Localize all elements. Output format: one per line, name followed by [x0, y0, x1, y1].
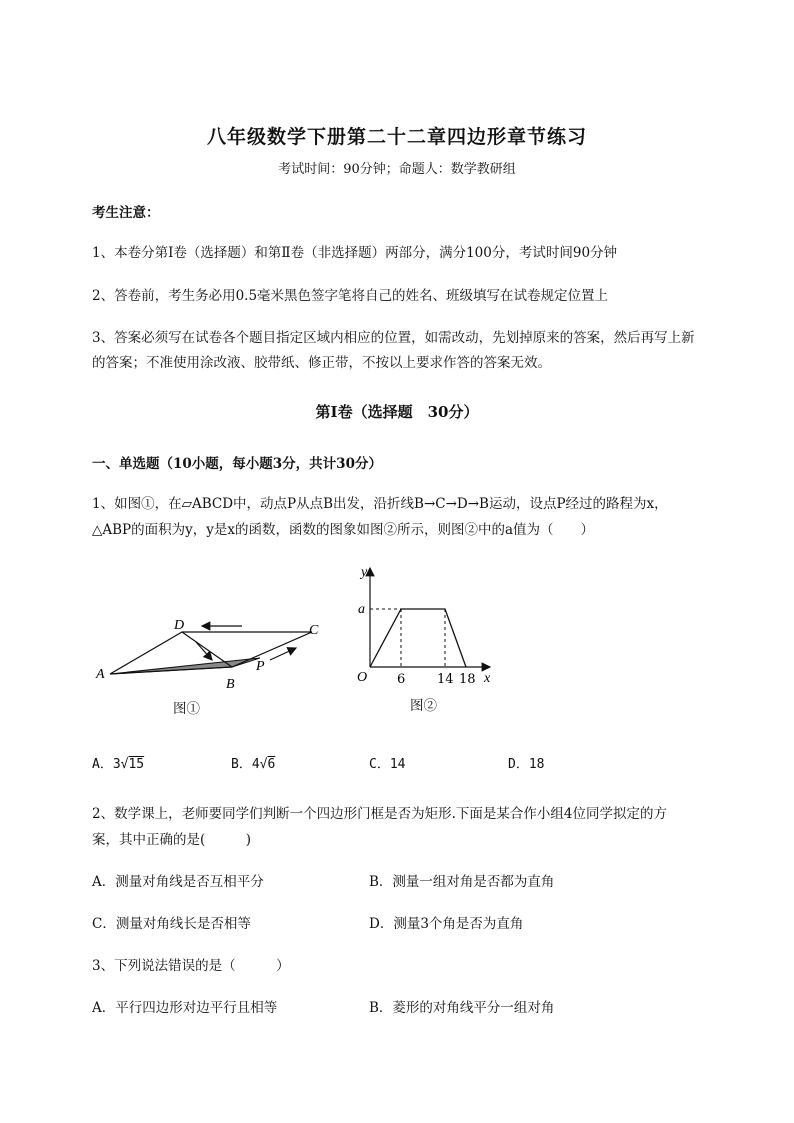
page-title: 八年级数学下册第二十二章四边形章节练习 — [206, 126, 587, 148]
tick-14: 14 — [437, 672, 454, 687]
label-a-value: a — [358, 602, 365, 617]
q2-option-b[interactable]: B．测量一组对角是否都为直角 — [369, 874, 555, 890]
part-title: 一、单选题（10小题，每小题3分，共计30分） — [92, 456, 382, 472]
q1-figure-2 — [350, 560, 500, 690]
q1-stem-line1: 1、如图①，在▱ABCD中，动点P从点B出发，沿折线B→C→D→B运动，设点P经过的路程为x， — [92, 496, 668, 512]
q2-option-d[interactable]: D．测量3个角是否为直角 — [369, 916, 524, 932]
label-origin: O — [357, 670, 368, 685]
note-item-2: 2、答卷前，考生务必用0.5毫米黑色签字笔将自己的姓名、班级填写在试卷规定位置上 — [92, 288, 609, 304]
label-c: C — [309, 623, 319, 638]
q2-option-c[interactable]: C．测量对角线长是否相等 — [92, 916, 251, 932]
tick-6: 6 — [397, 672, 406, 687]
q1-option-b-prefix: B．4 — [231, 757, 260, 772]
note-item-3: 3、答案必须写在试卷各个题目指定区域内相应的位置，如需改动，先划掉原来的答案，然后再写上新 — [92, 330, 695, 346]
q1-stem-line2: △ABP的面积为y，y是x的函数，函数的图象如图②所示，则图②中的a值为（ ） — [92, 522, 595, 538]
function-graph — [370, 609, 466, 667]
label-a: A — [96, 667, 105, 682]
label-x: x — [484, 671, 491, 686]
section-title: 第I卷（选择题 30分） — [315, 403, 479, 421]
exam-subtitle: 考试时间：90分钟；命题人：数学教研组 — [278, 162, 516, 177]
q3-option-b[interactable]: B．菱形的对角线平分一组对角 — [369, 1000, 555, 1016]
q1-option-b[interactable] — [231, 753, 275, 772]
sqrt-sign: √ — [120, 757, 129, 772]
q3-stem: 3、下列说法错误的是（ ） — [92, 958, 290, 974]
note-item-1: 1、本卷分第I卷（选择题）和第Ⅱ卷（非选择题）两部分，满分100分，考试时间90分钟 — [92, 245, 618, 261]
label-d: D — [174, 618, 185, 633]
q1-option-a-prefix: A．3 — [92, 757, 121, 772]
q1-option-d[interactable]: D．18 — [508, 757, 545, 772]
q1-figure-2-caption: 图② — [410, 698, 437, 714]
q1-option-b-radicand: 6 — [267, 757, 276, 772]
label-y: y — [361, 565, 368, 580]
note-item-3-cont: 的答案；不准使用涂改液、胶带纸、修正带，不按以上要求作答的答案无效。 — [92, 355, 551, 371]
q1-figure-1 — [90, 610, 330, 720]
q1-option-a-radicand: 15 — [128, 757, 145, 772]
label-b: B — [226, 677, 235, 692]
label-p: P — [256, 659, 265, 674]
q1-option-a[interactable] — [92, 753, 144, 772]
q2-stem-line2: 案，其中正确的是( ) — [92, 832, 252, 848]
arrow-bp — [270, 648, 296, 660]
q2-stem-line1: 2、数学课上，老师要同学们判断一个四边形门框是否为矩形.下面是某合作小组4位同学拟定的方 — [92, 806, 667, 822]
q3-option-a[interactable]: A．平行四边形对边平行且相等 — [92, 1000, 278, 1016]
tick-18: 18 — [459, 672, 476, 687]
q2-option-a[interactable]: A．测量对角线是否互相平分 — [92, 874, 264, 890]
notes-heading: 考生注意： — [92, 205, 160, 221]
q1-figure-1-caption: 图① — [173, 701, 200, 717]
q1-option-c[interactable]: C．14 — [369, 757, 406, 772]
sqrt-sign: √ — [259, 757, 268, 772]
diagonal-db — [182, 632, 232, 667]
